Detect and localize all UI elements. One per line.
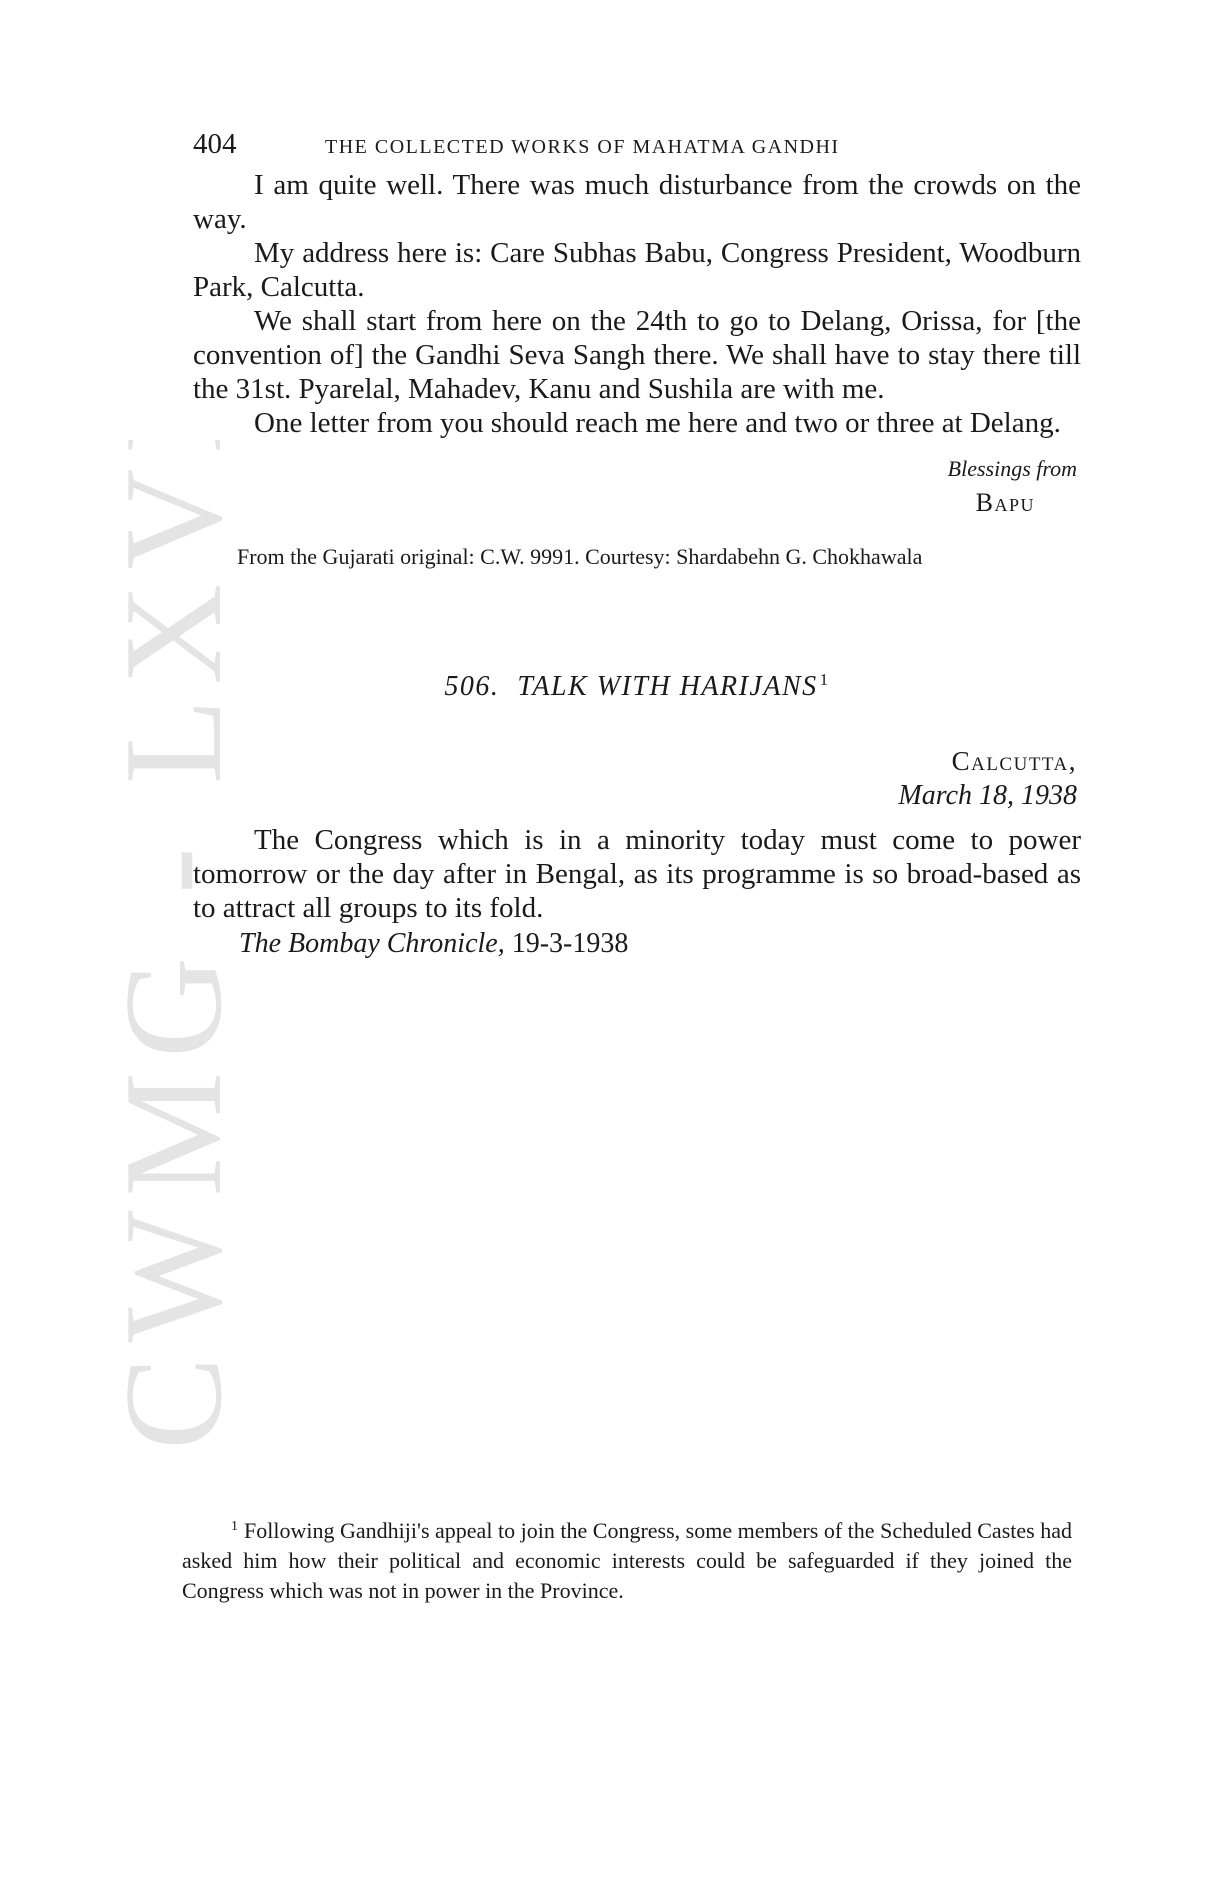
citation-date: 19-3-1938 <box>511 928 629 959</box>
letter-paragraph: My address here is: Care Subhas Babu, Congress President, Woodburn Park, Calcutta. <box>193 237 1081 303</box>
dateline <box>193 743 1081 813</box>
citation <box>193 925 1081 963</box>
letter-signoff <box>193 454 1081 522</box>
signature: Bapu <box>975 488 1035 517</box>
talk-section <box>193 823 1081 963</box>
item-title: TALK WITH HARIJANS <box>517 671 818 702</box>
letter-paragraph: I am quite well. There was much disturbance from the crowds on the way. <box>193 169 1081 235</box>
letter-section <box>193 168 1081 574</box>
footnote-text: Following Gandhiji's appeal to join the Congress, some members of the Scheduled Castes had asked him how their political and economic interests could be safeguarded if they joined the Congress which was not in power in the Province. <box>182 1518 1072 1603</box>
item-number: 506. <box>444 671 500 702</box>
running-title: THE COLLECTED WORKS OF MAHATMA GANDHI <box>325 136 840 158</box>
letter-paragraph: One letter from you should reach me here and two or three at Delang. <box>254 407 1061 439</box>
page-number: 404 <box>193 128 237 160</box>
footnote-marker: 1 <box>231 1519 238 1534</box>
footnote <box>182 1512 1072 1606</box>
dateline-place: Calcutta, <box>951 746 1077 776</box>
blessings-line: Blessings from <box>947 456 1077 481</box>
book-page <box>193 128 1081 963</box>
talk-paragraph: The Congress which is in a minority today must come to power tomorrow or the day after in Bengal, as its programme is so broad-based as to attract all groups to its fold. <box>193 824 1081 924</box>
source-note: From the Gujarati original: C.W. 9991. Courtesy: Shardabehn G. Chokhawala <box>237 544 923 569</box>
footnote-reference: 1 <box>819 670 830 689</box>
running-head <box>193 128 1081 168</box>
letter-paragraph: We shall start from here on the 24th to go to Delang, Orissa, for [the convention of] the Gandhi Seva Sangh there. We shall have to stay there till the 31st. Pyarelal, Mahadev, Kanu and Sushila are with me. <box>193 305 1081 405</box>
watermark-text: CWMG - LXVI <box>96 440 251 1450</box>
citation-publication: The Bombay Chronicle, <box>239 928 505 959</box>
dateline-date: March 18, 1938 <box>898 780 1077 811</box>
item-heading <box>193 670 1081 703</box>
